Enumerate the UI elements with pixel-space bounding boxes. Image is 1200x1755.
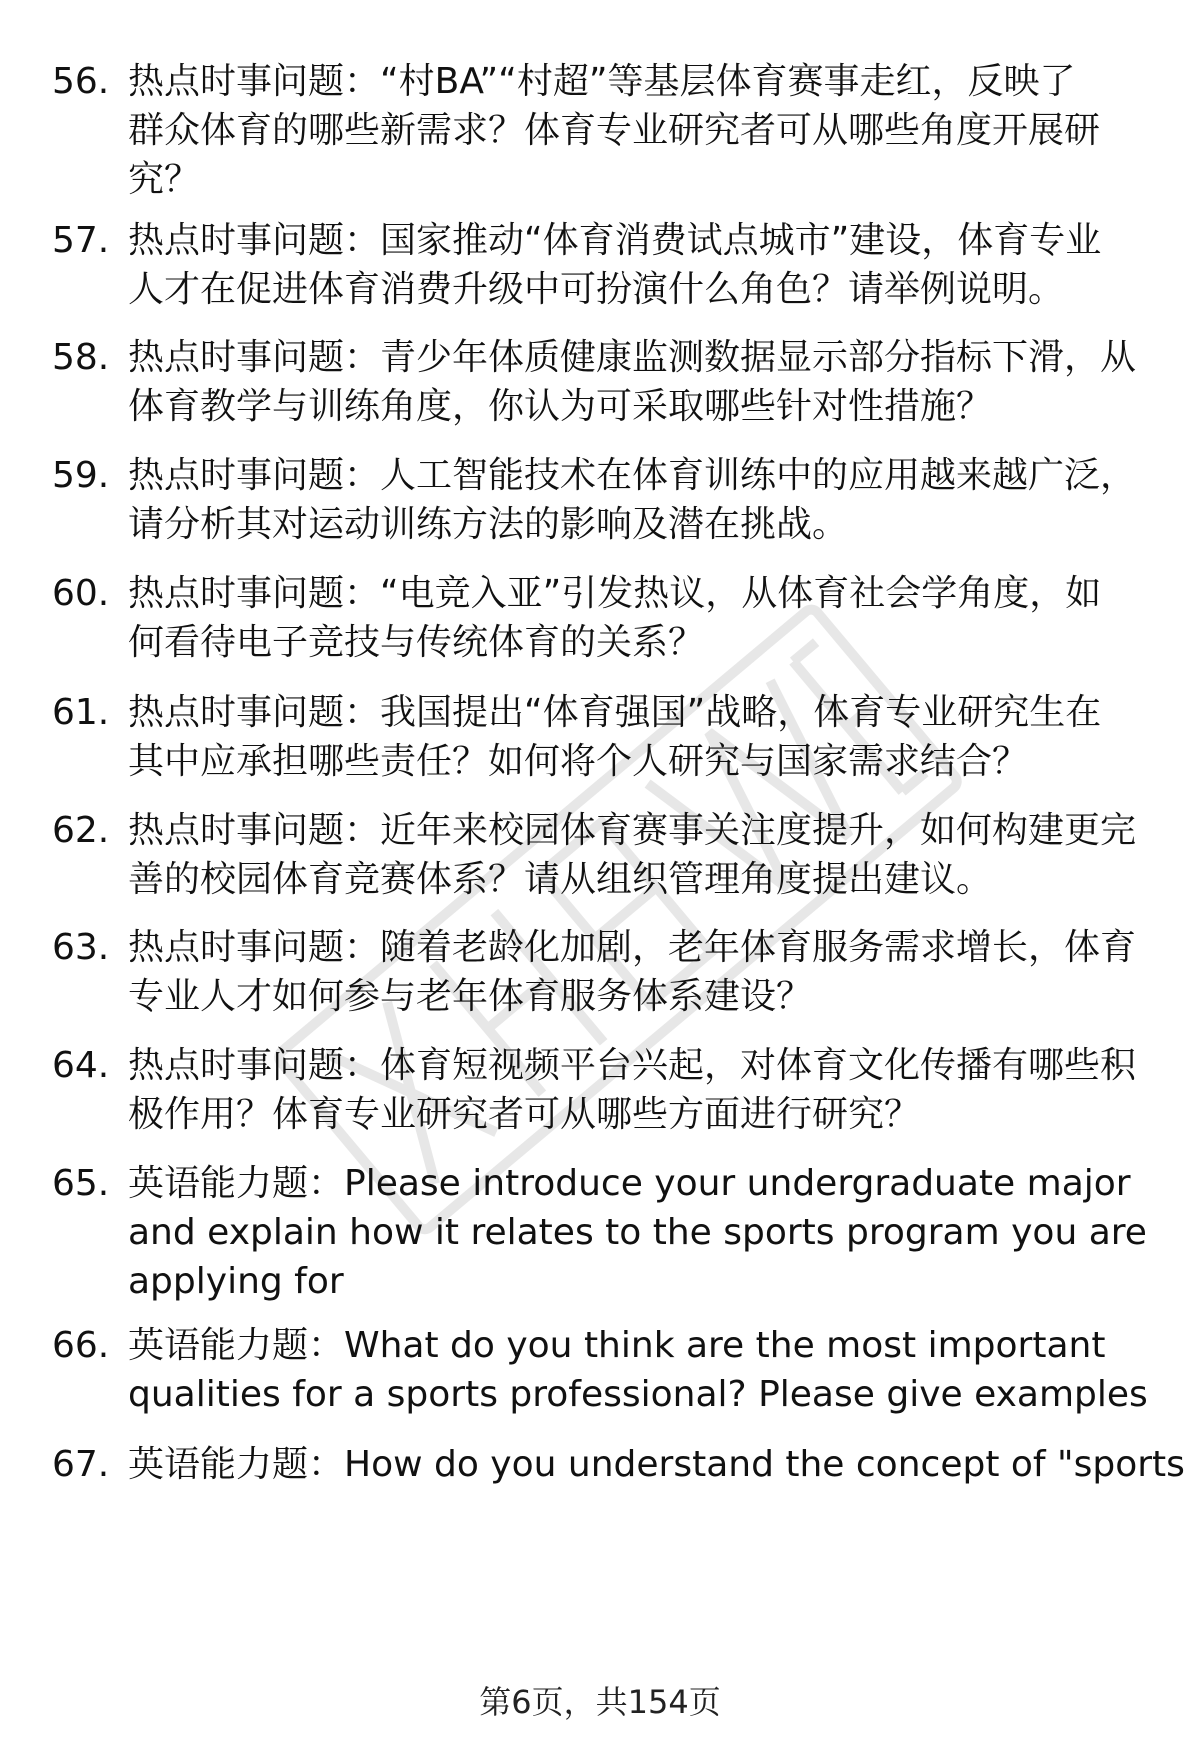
- question-text-line: qualities for a sports professional? Please give examples: [128, 1374, 1148, 1415]
- question-text: [128, 923, 1168, 1021]
- question-number: 60.: [52, 573, 110, 614]
- question-number: 63.: [52, 927, 110, 968]
- question-text-line: 善的校园体育竞赛体系？请从组织管理角度提出建议。: [128, 859, 993, 900]
- question-text-line: and explain how it relates to the sports program you are: [128, 1212, 1147, 1253]
- page-footer: 第6页，共154页: [479, 1683, 721, 1721]
- question-text-line: 热点时事问题：体育短视频平台兴起，对体育文化传播有哪些积: [128, 1045, 1137, 1086]
- question-number: 64.: [52, 1045, 110, 1086]
- question-text-line: 专业人才如何参与老年体育服务体系建设？: [128, 976, 813, 1017]
- question-text-line: 极作用？体育专业研究者可从哪些方面进行研究？: [128, 1094, 921, 1135]
- question-text-line: 热点时事问题：国家推动“体育消费试点城市”建设，体育专业: [128, 220, 1102, 261]
- question-text: [128, 688, 1168, 786]
- question-text-line: 其中应承担哪些责任？如何将个人研究与国家需求结合？: [128, 741, 1029, 782]
- question-text: [128, 451, 1168, 549]
- question-text: [128, 569, 1168, 667]
- question-text-line: 人才在促进体育消费升级中可扮演什么角色？请举例说明。: [128, 269, 1065, 310]
- question-text: [128, 806, 1168, 904]
- question-text-line: 热点时事问题：近年来校园体育赛事关注度提升，如何构建更完: [128, 810, 1137, 851]
- question-text-line: 群众体育的哪些新需求？体育专业研究者可从哪些角度开展研: [128, 110, 1101, 151]
- question-text-line: 热点时事问题：我国提出“体育强国”战略，体育专业研究生在: [128, 692, 1102, 733]
- question-text-line: 热点时事问题：人工智能技术在体育训练中的应用越来越广泛，: [128, 455, 1137, 496]
- question-number: 59.: [52, 455, 110, 496]
- question-number: 62.: [52, 810, 110, 851]
- question-text-line: 何看待电子竞技与传统体育的关系？: [128, 622, 705, 663]
- question-number: 65.: [52, 1163, 110, 1204]
- question-text: [128, 1041, 1168, 1139]
- question-text: [128, 57, 1168, 204]
- question-number: 57.: [52, 220, 110, 261]
- question-text-line: 体育教学与训练角度，你认为可采取哪些针对性措施？: [128, 386, 993, 427]
- question-text-line: 英语能力题：Please introduce your undergraduate major: [128, 1163, 1131, 1204]
- question-text-line: 热点时事问题：“电竞入亚”引发热议，从体育社会学角度，如: [128, 573, 1102, 614]
- question-text-line: 英语能力题：What do you think are the most important: [128, 1325, 1106, 1366]
- question-text-line: 热点时事问题：青少年体质健康监测数据显示部分指标下滑，从: [128, 337, 1137, 378]
- question-number: 67.: [52, 1444, 110, 1485]
- question-text-line: applying for: [128, 1261, 344, 1302]
- question-text: [128, 216, 1168, 314]
- question-text: [128, 1321, 1168, 1419]
- question-text: [128, 1440, 1185, 1489]
- question-text-line: 热点时事问题：随着老龄化加剧，老年体育服务需求增长，体育: [128, 927, 1137, 968]
- question-number: 56.: [52, 61, 110, 102]
- question-text: [128, 333, 1168, 431]
- question-text-line: 究？: [128, 159, 201, 200]
- question-number: 61.: [52, 692, 110, 733]
- question-text-line: 请分析其对运动训练方法的影响及潜在挑战。: [128, 504, 849, 545]
- question-text-line: 热点时事问题：“村BA”“村超”等基层体育赛事走红，反映了: [128, 61, 1076, 102]
- question-text-line: 英语能力题：How do you understand the concept of "sports: [128, 1444, 1185, 1485]
- question-text: [128, 1159, 1168, 1306]
- question-number: 66.: [52, 1325, 110, 1366]
- question-number: 58.: [52, 337, 110, 378]
